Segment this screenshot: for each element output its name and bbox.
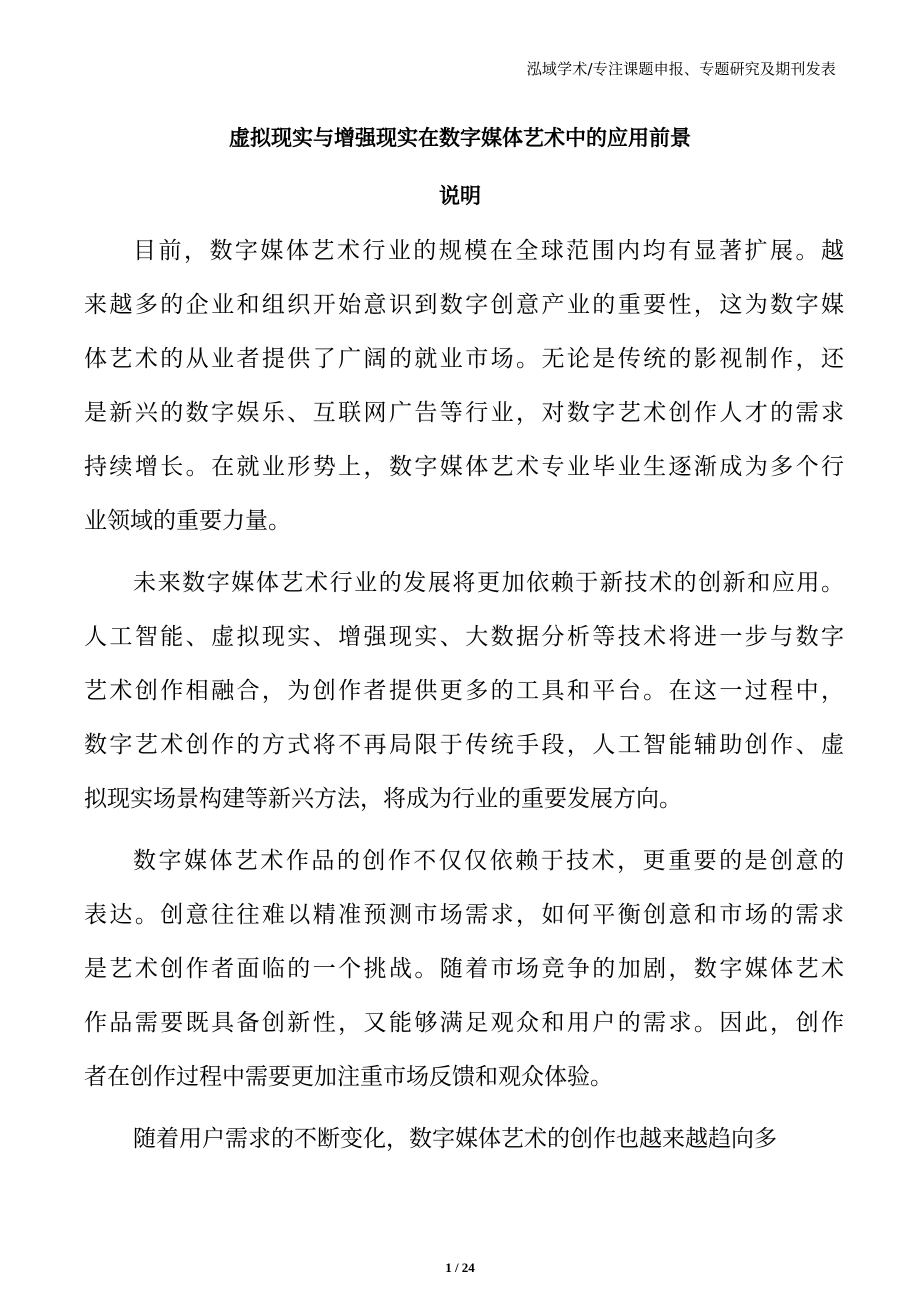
section-heading: 说明 <box>439 184 481 208</box>
text-line: 人工智能、虚拟现实、增强现实、大数据分析等技术将进一步与数字 <box>84 624 844 650</box>
paragraph-3 <box>84 834 844 1104</box>
text-line: 未来数字媒体艺术行业的发展将更加依赖于新技术的创新和应用。 <box>133 570 844 596</box>
text-line: 数字艺术创作的方式将不再局限于传统手段，人工智能辅助创作、虚 <box>84 732 844 758</box>
text-line: 随着用户需求的不断变化，数字媒体艺术的创作也越来越趋向多 <box>133 1126 777 1152</box>
text-line: 者在创作过程中需要更加注重市场反馈和观众体验。 <box>84 1064 613 1090</box>
text-line: 作品需要既具备创新性，又能够满足观众和用户的需求。因此，创作 <box>84 1010 844 1036</box>
paragraph-2 <box>84 556 844 826</box>
text-line: 是新兴的数字娱乐、互联网广告等行业，对数字艺术创作人才的需求 <box>84 400 844 426</box>
paragraph-4 <box>84 1112 844 1166</box>
document-title: 虚拟现实与增强现实在数字媒体艺术中的应用前景 <box>229 126 691 150</box>
text-line: 拟现实场景构建等新兴方法，将成为行业的重要发展方向。 <box>84 786 682 812</box>
text-line: 目前，数字媒体艺术行业的规模在全球范围内均有显著扩展。越 <box>133 238 844 264</box>
text-line: 表达。创意往往难以精准预测市场需求，如何平衡创意和市场的需求 <box>84 902 844 928</box>
header-text: 泓域学术/专注课题申报、专题研究及期刊发表 <box>526 60 836 78</box>
page-number: 1 / 24 <box>445 1260 475 1275</box>
text-line: 数字媒体艺术作品的创作不仅仅依赖于技术，更重要的是创意的 <box>133 848 844 874</box>
text-line: 持续增长。在就业形势上，数字媒体艺术专业毕业生逐渐成为多个行 <box>84 454 844 480</box>
text-line: 业领域的重要力量。 <box>84 508 291 534</box>
text-line: 艺术创作相融合，为创作者提供更多的工具和平台。在这一过程中， <box>84 678 844 704</box>
paragraph-1 <box>84 224 844 548</box>
text-line: 来越多的企业和组织开始意识到数字创意产业的重要性，这为数字媒 <box>84 292 844 318</box>
text-line: 是艺术创作者面临的一个挑战。随着市场竞争的加剧，数字媒体艺术 <box>84 956 844 982</box>
text-line: 体艺术的从业者提供了广阔的就业市场。无论是传统的影视制作，还 <box>84 346 844 372</box>
